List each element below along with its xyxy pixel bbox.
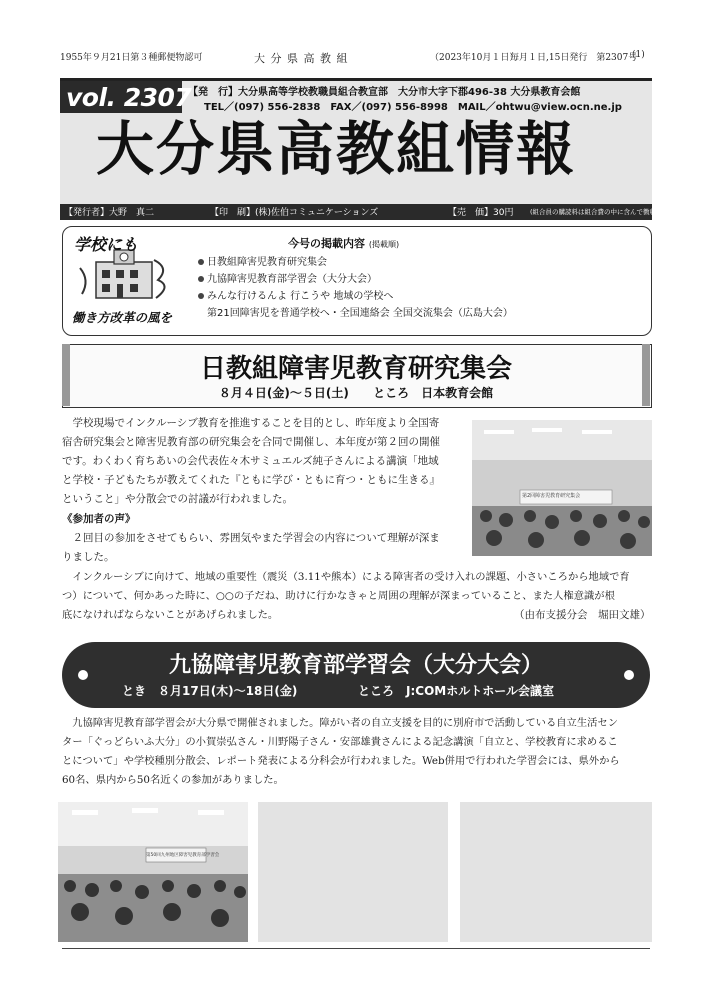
photo-placeholder xyxy=(460,802,652,942)
contents-item-text: 九協障害児教育部学習会（大分大会） xyxy=(207,274,377,285)
issue-number: 毎月１日,15日発行 第2307号 xyxy=(510,53,638,63)
issue-permit-note: 1955年９月21日第３種郵便物認可 xyxy=(60,53,203,63)
article1-photo-banner: 第2回障害児教育研究集会 xyxy=(522,493,581,499)
text-line: つ）について、何かあった時に、○○の子だね、助けに行かなきゃと周囲の理解が深まっていること、また人権意識が根 xyxy=(62,590,615,602)
article2-title: 九協障害児教育部学習会（大分大会） xyxy=(168,653,543,678)
contents-item xyxy=(198,253,327,268)
masthead-footer-bar xyxy=(60,204,692,220)
text-line: 底になければならないことがあげられました。 xyxy=(62,609,279,621)
page-number: (1) xyxy=(632,50,645,60)
contents-heading-text: 今号の掲載内容 xyxy=(288,237,365,250)
contents-heading xyxy=(288,235,399,251)
issuer-info: 【発行者】大野 真二 xyxy=(64,208,155,218)
article1-intro xyxy=(62,414,466,509)
bottom-divider xyxy=(62,948,650,949)
paper-name: 大 分 県 高 教 組 xyxy=(254,52,349,65)
price-note: (組合員の購読料は組合費の中に含んで徴収しています) xyxy=(530,208,692,216)
logo-slogan-top: 学校にも xyxy=(74,235,139,254)
article2-photo-banner: 第50回九州地区障害児教育部学習会 xyxy=(146,853,220,858)
publisher-line: 【発 行】大分県高等学校教職員組合教宣部 大分市大字下郡496-38 大分県教育会館 xyxy=(188,87,581,98)
text-line: ２回目の参加をさせてもらい、雰囲気やまた学習会の内容について理解が深ま xyxy=(72,532,440,544)
contents-item xyxy=(198,270,377,285)
photo-placeholder xyxy=(258,802,448,942)
text-line: りました。 xyxy=(62,551,115,563)
article1-place: ところ 日本教育会館 xyxy=(373,386,494,400)
text-line: 九協障害児教育部学習会が大分県で開催されました。障がい者の自立支援を目的に別府市で活動している自立生活セン xyxy=(72,717,619,729)
text-line: と学校・子どもたちが教えてくれた『ともに学び・ともに育つ・ともに生きる』 xyxy=(62,474,440,486)
contact-line: TEL／(097) 556-2838 FAX／(097) 556-8998 MAIL／ohtwu@view.ocn.ne.jp xyxy=(204,102,622,113)
article2-place: ところ J:COMホルトホール会議室 xyxy=(358,684,554,698)
contents-item xyxy=(198,287,393,302)
bullet-icon xyxy=(198,276,204,282)
article1-signature: （由布支援分会 堀田文雄） xyxy=(514,609,651,621)
text-line: です。わくわく育ちあいの会代表佐々木サミュエルズ純子さんによる講演「地域 xyxy=(62,455,439,467)
volume-number: vol. 2307 xyxy=(66,83,192,112)
article2-photo xyxy=(58,802,248,942)
newsletter-title: 大分県高教組情報 xyxy=(96,115,577,183)
text-line: ということ」や分散会での討議が行われました。 xyxy=(62,493,293,505)
article1-date: ８月４日(金)〜５日(土) xyxy=(218,386,349,400)
article2-date: とき ８月17日(木)〜18日(金) xyxy=(122,684,298,698)
issue-date: （2023年10月１日） xyxy=(430,53,519,63)
text-line: 学校現場でインクルーシブ教育を推進することを目的とし、昨年度より全国寄 xyxy=(72,417,440,429)
participant-voice xyxy=(62,529,466,567)
text-line: 60名、県内から50名近くの参加がありました。 xyxy=(62,774,284,786)
price-info: 【売 価】30円 xyxy=(448,208,514,218)
text-line: 宿舎研究集会と障害児教育部の研究集会を合同で開催し、本年度が第２回の開催 xyxy=(62,436,440,448)
article1-title: 日教組障害児教育研究集会 xyxy=(199,354,512,384)
article1-dateline xyxy=(62,384,650,401)
article1-photo xyxy=(472,420,652,556)
text-line: インクルーシブに向けて、地域の重要性（震災（3.11や熊本）による障害者の受け入れの課題、小さいころから地域で育 xyxy=(72,571,630,583)
contents-heading-note: (掲載順) xyxy=(368,240,400,249)
contents-item-text: 日教組障害児教育研究集会 xyxy=(207,257,327,268)
logo-slogan-bottom: 働き方改革の風を xyxy=(72,310,173,325)
bullet-icon xyxy=(198,259,204,265)
participant-voice-heading: 《参加者の声》 xyxy=(62,513,136,525)
contents-item-text: みんな行けるんよ 行こうや 地域の学校へ xyxy=(207,291,394,302)
article2-body xyxy=(62,714,652,790)
contents-item-sub: 第21回障害児を普通学校へ・全国連絡会 全国交流集会（広島大会） xyxy=(207,308,513,319)
text-line: とについて」や学校種別分散会、レポート発表による分科会が行われました。Web併用で行われた学習会には、県外から xyxy=(62,755,620,767)
bullet-icon xyxy=(198,293,204,299)
text-line: ター「ぐっどらいふ大分」の小賀崇弘さん・川野陽子さん・安部雄貴さんによる記念講演「自立と、学校教育に求めるこ xyxy=(62,736,618,748)
printer-info: 【印 刷】(株)佐伯コミュニケーションズ xyxy=(210,208,379,218)
